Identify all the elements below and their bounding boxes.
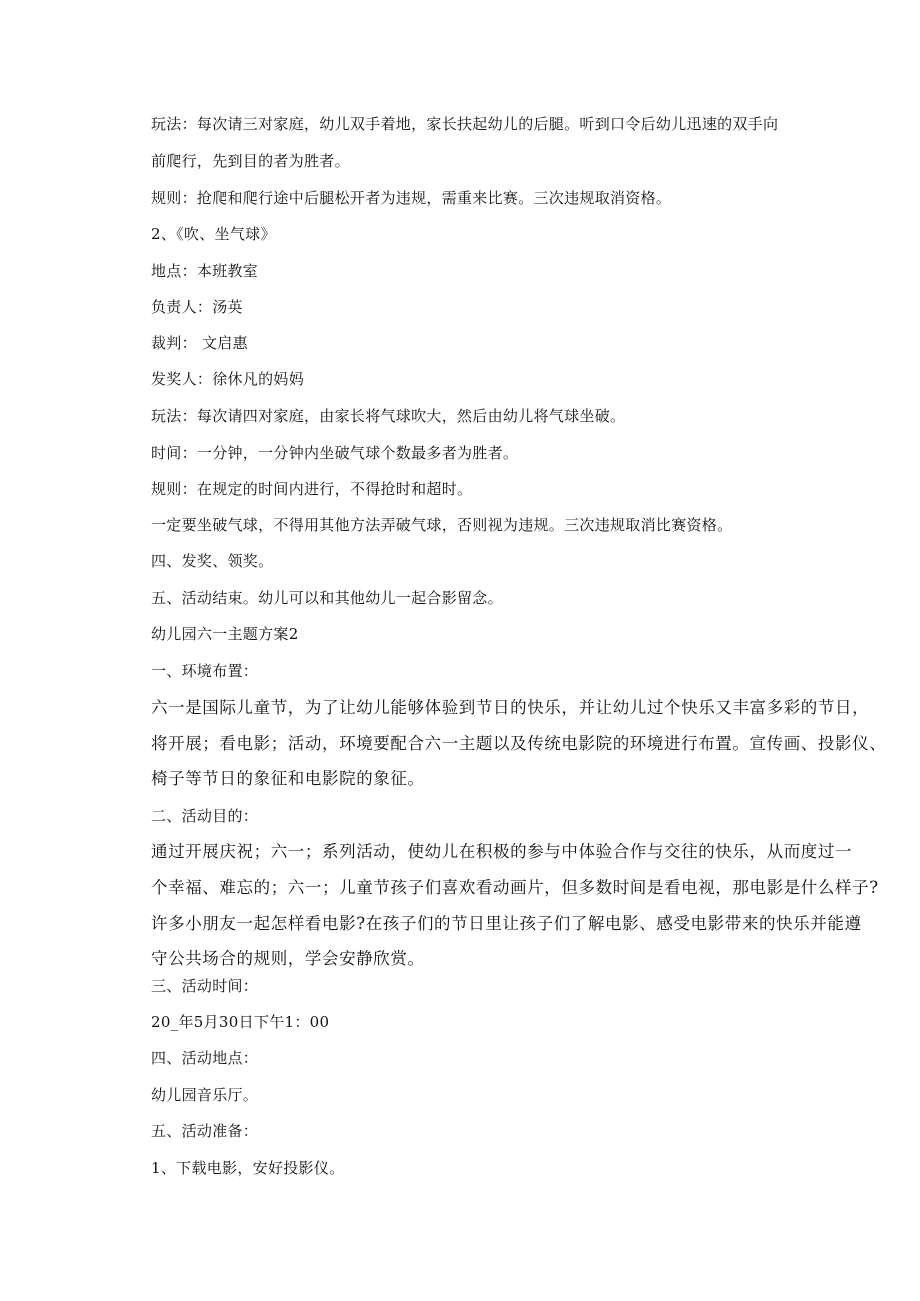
document-title: 幼儿园六一主题方案2 (151, 625, 299, 643)
text-line: 许多小朋友一起怎样看电影?在孩子们的节日里让孩子们了解电影、感受电影带来的快乐并能遵 (151, 914, 862, 933)
text-line: 裁判： 文启惠 (151, 334, 248, 352)
text-line: 1、下载电影，安好投影仪。 (151, 1159, 345, 1177)
text-line: 前爬行，先到目的者为胜者。 (151, 152, 350, 170)
text-line: 个幸福、难忘的；六一；儿童节孩子们喜欢看动画片，但多数时间是看电视，那电影是什么样子? (151, 878, 879, 897)
text-line: 守公共场合的规则，学会安静欣赏。 (151, 949, 425, 968)
text-line: 时间：一分钟，一分钟内坐破气球个数最多者为胜者。 (151, 444, 519, 462)
text-line: 椅子等节日的象征和电影院的象征。 (151, 769, 425, 788)
text-line: 一定要坐破气球，不得用其他方法弄破气球，否则视为违规。三次违规取消比赛资格。 (151, 516, 733, 534)
text-line: 发奖人：徐休凡的妈妈 (151, 370, 305, 388)
text-line: 地点：本班教室 (151, 262, 259, 280)
text-line: 负责人：汤英 (151, 298, 243, 316)
section-heading: 2、《吹、坐气球》 (151, 225, 276, 243)
text-line: 六一是国际儿童节，为了让幼儿能够体验到节日的快乐，并让幼儿过个快乐又丰富多彩的节日， (151, 698, 870, 717)
section-heading: 四、发奖、领奖。 (151, 552, 274, 570)
text-line: 幼儿园音乐厅。 (151, 1086, 259, 1104)
text-line: 玩法：每次请四对家庭，由家长将气球吹大，然后由幼儿将气球坐破。 (151, 407, 626, 425)
text-line: 玩法：每次请三对家庭，幼儿双手着地，家长扶起幼儿的后腿。听到口令后幼儿迅速的双手向 (151, 115, 779, 133)
section-heading: 三、活动时间： (151, 977, 259, 995)
text-line: 规则：在规定的时间内进行，不得抢时和超时。 (151, 480, 473, 498)
section-heading: 二、活动目的： (151, 807, 259, 825)
section-heading: 五、活动准备： (151, 1122, 259, 1140)
text-line: 通过开展庆祝；六一；系列活动，使幼儿在积极的参与中体验合作与交往的快乐，从而度过一 (151, 842, 853, 861)
section-heading: 一、环境布置： (151, 662, 259, 680)
text-line: 规则：抢爬和爬行途中后腿松开者为违规，需重来比赛。三次违规取消资格。 (151, 189, 672, 207)
text-line: 将开展；看电影；活动，环境要配合六一主题以及传统电影院的环境进行布置。宣传画、投影仪、 (151, 734, 887, 753)
text-line: 20_年5月30日下午1：00 (151, 1013, 330, 1031)
section-heading: 五、活动结束。幼儿可以和其他幼儿一起合影留念。 (151, 589, 503, 607)
section-heading: 四、活动地点： (151, 1049, 259, 1067)
